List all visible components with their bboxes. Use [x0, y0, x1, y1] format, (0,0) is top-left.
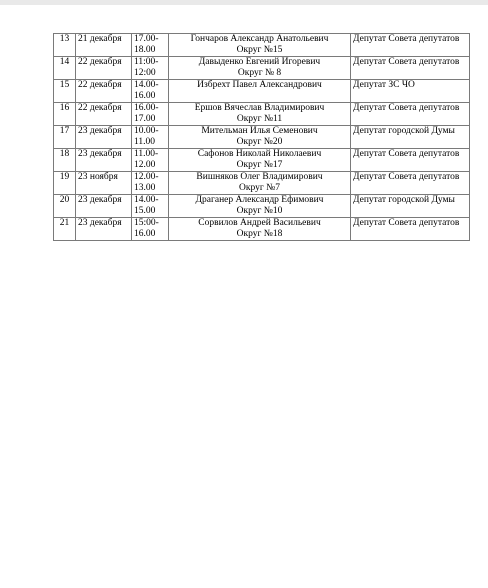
table-row: [54, 34, 470, 57]
position-cell: Депутат Совета депутатов: [351, 172, 470, 195]
table-row: [54, 57, 470, 80]
district-label: Округ № 8: [237, 68, 282, 78]
deputy-name-cell: [169, 149, 351, 172]
time-cell: 16.00-17.00: [132, 103, 169, 126]
position-cell: Депутат ЗС ЧО: [351, 80, 470, 103]
date-cell: 22 декабря: [76, 80, 132, 103]
deputy-name: Давыденко Евгений Игоревич: [198, 57, 321, 67]
district-label: Округ №18: [236, 229, 283, 239]
position-cell: Депутат городской Думы: [351, 126, 470, 149]
deputy-name: Сафонов Николай Николаевич: [197, 149, 322, 159]
deputy-name: Ершов Вячеслав Владимирович: [194, 103, 325, 113]
table-row: [54, 103, 470, 126]
document-page: [0, 5, 488, 588]
position-cell: Депутат Совета депутатов: [351, 34, 470, 57]
table-row: [54, 149, 470, 172]
row-number-cell: 14: [54, 57, 76, 80]
schedule-table-body: [54, 34, 470, 241]
district-label: Округ №17: [236, 160, 283, 170]
position-cell: Депутат Совета депутатов: [351, 149, 470, 172]
table-row: [54, 195, 470, 218]
deputy-name: Сорвилов Андрей Васильевич: [198, 218, 321, 228]
district-label: Округ №10: [236, 206, 283, 216]
time-cell: 10.00-11.00: [132, 126, 169, 149]
deputy-name: Драганер Александр Ефимович: [195, 195, 324, 205]
time-cell: 15:00-16.00: [132, 218, 169, 241]
time-cell: 12.00-13.00: [132, 172, 169, 195]
table-row: [54, 80, 470, 103]
deputy-name-cell: [169, 80, 351, 103]
date-cell: 22 декабря: [76, 103, 132, 126]
row-number-cell: 18: [54, 149, 76, 172]
district-label: Округ №20: [236, 137, 283, 147]
district-label: Округ №15: [236, 45, 283, 55]
date-cell: 23 ноября: [76, 172, 132, 195]
row-number-cell: 13: [54, 34, 76, 57]
reception-schedule-table: [53, 33, 470, 241]
table-row: [54, 172, 470, 195]
time-cell: 14.00-16.00: [132, 80, 169, 103]
deputy-name: Мительман Илья Семенович: [201, 126, 318, 136]
position-cell: Депутат Совета депутатов: [351, 57, 470, 80]
row-number-cell: 21: [54, 218, 76, 241]
deputy-name-cell: [169, 34, 351, 57]
deputy-name-cell: [169, 57, 351, 80]
deputy-name-cell: [169, 172, 351, 195]
district-label: Округ №11: [236, 114, 283, 124]
deputy-name-cell: [169, 103, 351, 126]
deputy-name: Гончаров Александр Анатольевич: [190, 34, 329, 44]
position-cell: Депутат городской Думы: [351, 195, 470, 218]
position-cell: Депутат Совета депутатов: [351, 218, 470, 241]
deputy-name: Вишняков Олег Владимирович: [196, 172, 323, 182]
date-cell: 23 декабря: [76, 149, 132, 172]
row-number-cell: 19: [54, 172, 76, 195]
deputy-name-cell: [169, 195, 351, 218]
date-cell: 23 декабря: [76, 126, 132, 149]
time-cell: 14.00-15.00: [132, 195, 169, 218]
table-row: [54, 126, 470, 149]
row-number-cell: 20: [54, 195, 76, 218]
row-number-cell: 17: [54, 126, 76, 149]
deputy-name: Избрехт Павел Александрович: [197, 80, 322, 90]
deputy-name-cell: [169, 126, 351, 149]
time-cell: 11.00-12.00: [132, 149, 169, 172]
row-number-cell: 16: [54, 103, 76, 126]
row-number-cell: 15: [54, 80, 76, 103]
position-cell: Депутат Совета депутатов: [351, 103, 470, 126]
district-label: Округ №7: [239, 183, 280, 193]
table-row: [54, 218, 470, 241]
time-cell: 11:00-12:00: [132, 57, 169, 80]
date-cell: 23 декабря: [76, 218, 132, 241]
deputy-name-cell: [169, 218, 351, 241]
date-cell: 22 декабря: [76, 57, 132, 80]
date-cell: 21 декабря: [76, 34, 132, 57]
time-cell: 17.00-18.00: [132, 34, 169, 57]
date-cell: 23 декабря: [76, 195, 132, 218]
